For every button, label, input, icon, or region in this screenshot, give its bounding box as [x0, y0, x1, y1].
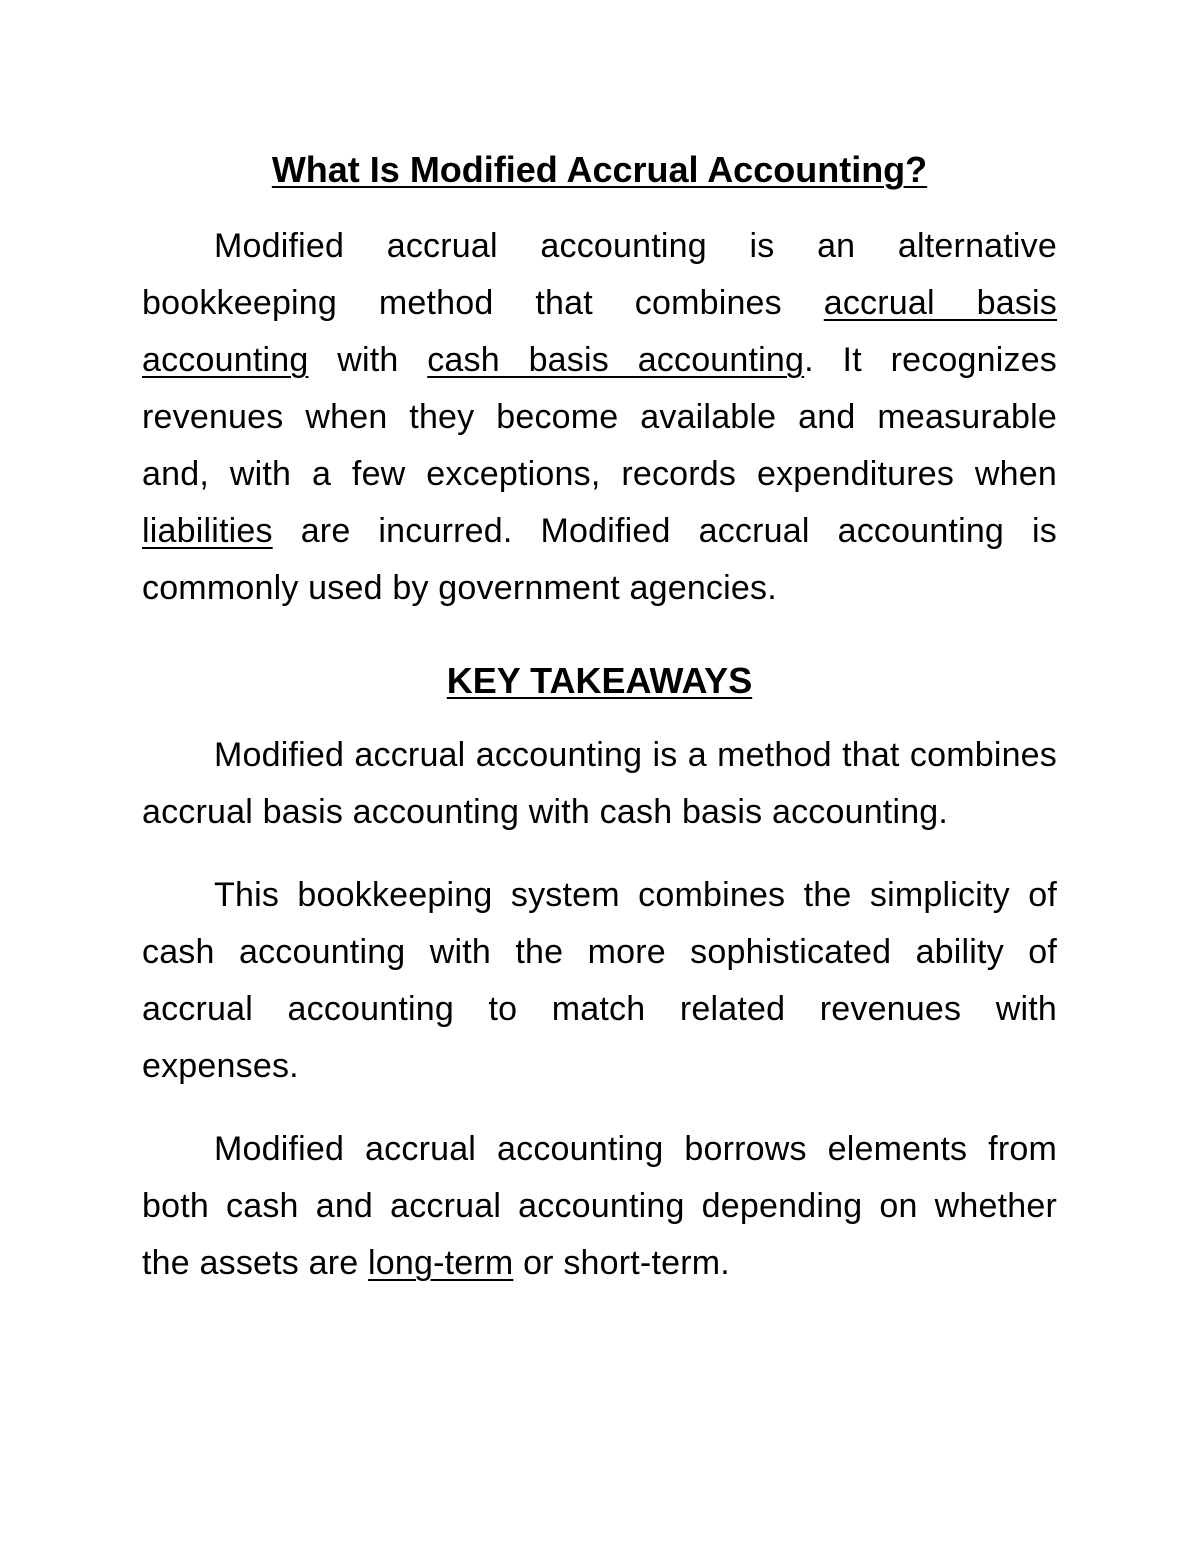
- takeaway3-text-2: or short-term.: [513, 1244, 730, 1282]
- intro-paragraph: [142, 218, 1057, 617]
- liabilities-link[interactable]: liabilities: [142, 512, 273, 550]
- key-takeaways-heading: KEY TAKEAWAYS: [446, 660, 753, 701]
- cash-basis-accounting-link[interactable]: cash basis accounting: [427, 341, 805, 379]
- takeaway3-text-1: Modified accrual accounting borrows elements from both cash and accrual accounting depending on whether the assets are: [142, 1130, 1057, 1282]
- takeaway-paragraph-1: Modified accrual accounting is a method that combines accrual basis accounting with cash basis accounting.: [142, 736, 1057, 831]
- takeaway-paragraph-3: [142, 1121, 1057, 1292]
- intro-text-4: are incurred. Modified accrual accounting is commonly used by government agencies.: [142, 512, 1057, 607]
- page-title: What Is Modified Accrual Accounting?: [271, 149, 928, 190]
- intro-text-3: . It recognizes revenues when they become available and measurable and, with a few exceptions, records expenditures when: [142, 341, 1057, 493]
- document-body: [142, 148, 1057, 1318]
- long-term-link[interactable]: long-term: [368, 1244, 514, 1282]
- takeaway-paragraph-2: This bookkeeping system combines the simplicity of cash accounting with the more sophisticated ability of accrual accounting to match related revenues with expenses.: [142, 876, 1057, 1085]
- accrual-basis-accounting-link[interactable]: accrual basis accounting: [142, 284, 1057, 379]
- intro-text-2: with: [308, 341, 428, 379]
- intro-text-1: Modified accrual accounting is an alternative bookkeeping method that combines: [142, 227, 1057, 322]
